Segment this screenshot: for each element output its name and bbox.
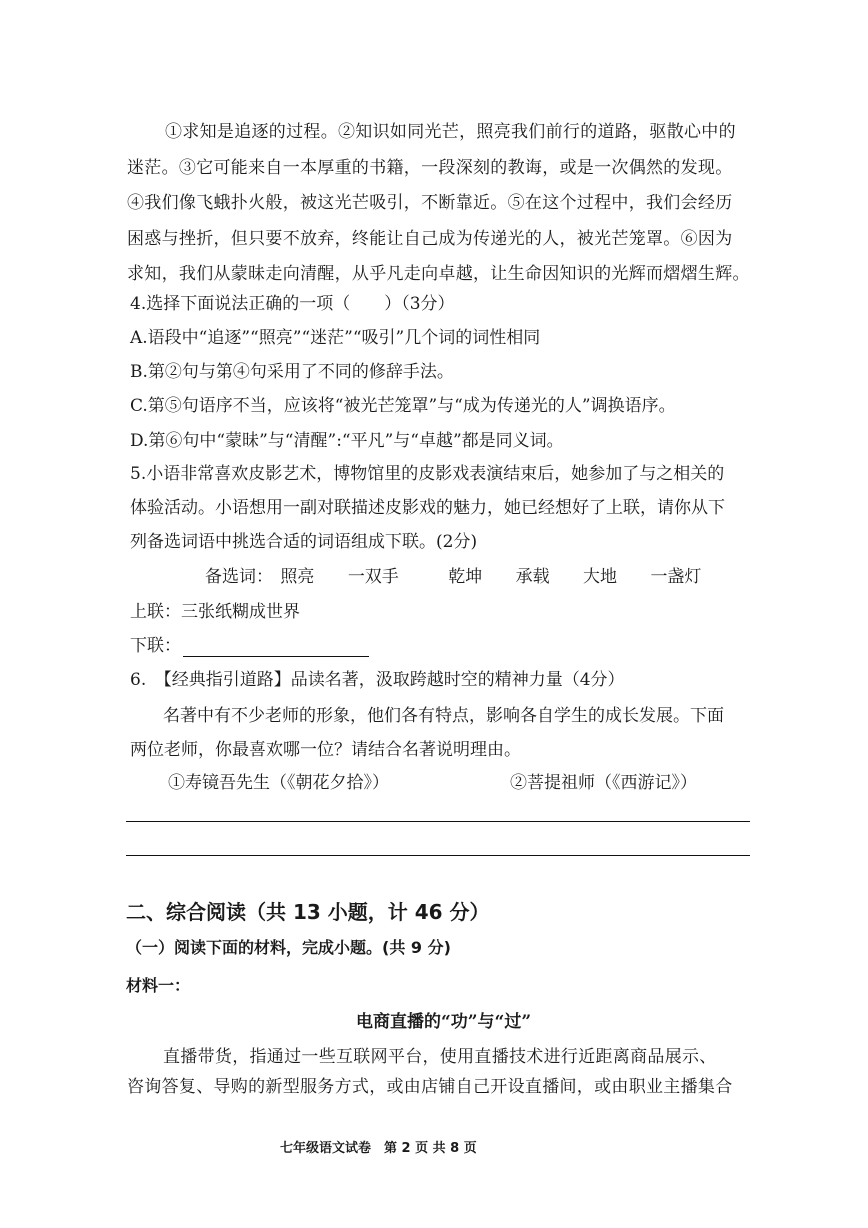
q6-stem: 6. 【经典指引道路】品读名著，汲取跨越时空的精神力量（4分） <box>130 670 625 690</box>
q5-word: 承载 <box>515 567 550 587</box>
q6-line-2: 两位老师，你最喜欢哪一位？请结合名著说明理由。 <box>130 740 521 760</box>
article-line-1: 直播带货，指通过一些互联网平台，使用直播技术进行近距离商品展示、 <box>163 1047 717 1067</box>
q5-line-3: 列备选词语中挑选合适的词语组成下联。(2分) <box>130 532 478 552</box>
q5-word: 乾坤 <box>448 567 483 587</box>
q5-word: 照亮 <box>280 567 315 587</box>
page-footer: 七年级语文试卷 第 2 页 共 8 页 <box>280 1141 477 1156</box>
passage-line-5: 求知，我们从蒙昧走向清醒，从乎凡走向卓越，让生命因知识的光辉而熠熠生辉。 <box>127 264 750 284</box>
article-title: 电商直播的“功”与“过” <box>356 1012 532 1032</box>
q6-choice-1: ①寿镜吾先生（《朝花夕拾》） <box>168 773 389 793</box>
material-label: 材料一： <box>126 976 191 995</box>
q5-line-1: 5.小语非常喜欢皮影艺术，博物馆里的皮影戏表演结束后，她参加了与之相关的 <box>130 464 725 484</box>
section-2-subtitle: （一）阅读下面的材料，完成小题。(共 9 分) <box>126 938 451 957</box>
article-line-2: 咨询答复、导购的新型服务方式，或由店铺自己开设直播间，或由职业主播集合 <box>127 1077 733 1097</box>
q4-option-d: D.第⑥句中“蒙昧”与“清醒”:“平凡”与“卓越”都是同义词。 <box>130 431 564 451</box>
passage-line-2: 迷茫。③它可能来自一本厚重的书籍，一段深刻的教诲，或是一次偶然的发现。 <box>127 158 733 178</box>
section-2-title: 二、综合阅读（共 13 小题，计 46 分） <box>126 900 490 924</box>
answer-line-1[interactable] <box>126 821 750 822</box>
q5-line-2: 体验活动。小语想用一副对联描述皮影戏的魅力，她已经想好了上联，请你从下 <box>130 498 725 518</box>
q4-stem: 4.选择下面说法正确的一项（ ）（3分） <box>130 294 455 314</box>
q5-words-label: 备选词： <box>205 567 273 587</box>
q5-word: 大地 <box>583 567 618 587</box>
q5-word: 一双手 <box>347 567 399 587</box>
answer-line-2[interactable] <box>126 855 750 856</box>
q5-upper-couplet: 上联：三张纸糊成世界 <box>130 602 300 622</box>
passage-line-1: ①求知是追逐的过程。②知识如同光芒，照亮我们前行的道路，驱散心中的 <box>165 122 736 142</box>
q6-line-1: 名著中有不少老师的形象，他们各有特点，影响各自学生的成长发展。下面 <box>163 706 724 726</box>
passage-line-3: ④我们像飞蛾扑火般，被这光芒吸引，不断靠近。⑤在这个过程中，我们会经历 <box>127 193 733 213</box>
q5-lower-label: 下联： <box>130 636 181 656</box>
q5-word: 一盏灯 <box>650 567 702 587</box>
q5-answer-blank[interactable] <box>183 638 369 657</box>
q5-lower-couplet <box>130 635 369 657</box>
q5-word-list <box>205 566 701 588</box>
q4-option-b: B.第②句与第④句采用了不同的修辞手法。 <box>130 362 454 382</box>
q4-option-c: C.第⑤句语序不当，应该将“被光芒笼罩”与“成为传递光的人”调换语序。 <box>130 396 676 416</box>
passage-line-4: 困惑与挫折，但只要不放弃，终能让自己成为传递光的人，被光芒笼罩。⑥因为 <box>127 229 733 249</box>
q6-choice-2: ②菩提祖师（《西游记》） <box>510 773 697 793</box>
q4-option-a: A.语段中“追逐”“照亮”“迷茫”“吸引”几个词的词性相同 <box>130 328 541 348</box>
